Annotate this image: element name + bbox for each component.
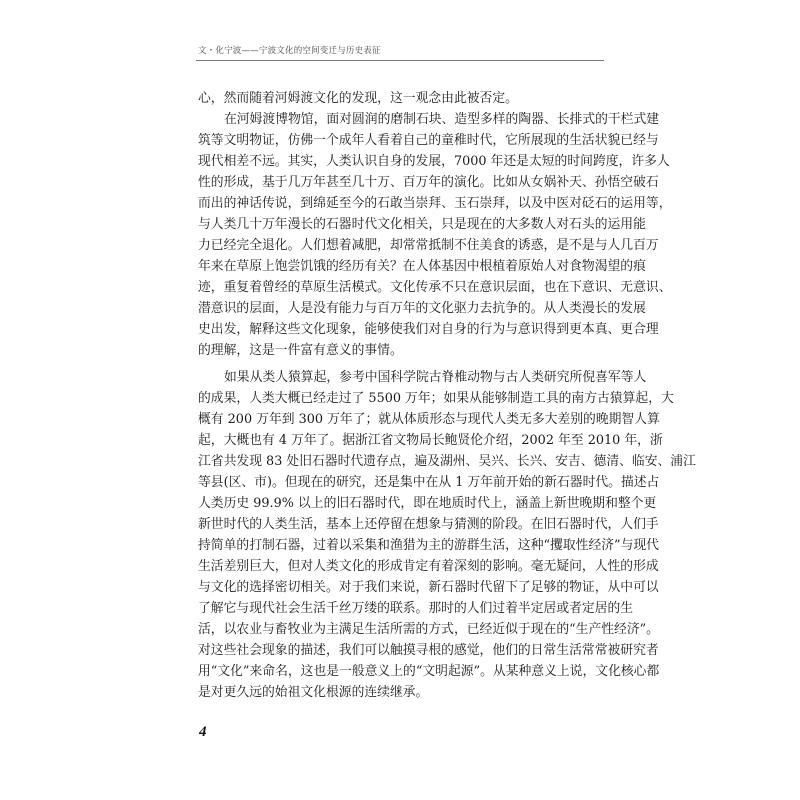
header-rule — [196, 60, 604, 61]
text-line: 筑等文明物证，仿佛一个成年人看着自己的童稚时代，它所展现的生活状貌已经与 — [198, 133, 659, 148]
text-line: 了解它与现代社会生活千丝万缕的联系。那时的人们过着半定居或者定居的生 — [198, 601, 634, 616]
text-line: 心，然而随着河姆渡文化的发现，这一观念由此被否定。 — [198, 91, 518, 106]
paragraph — [198, 367, 696, 703]
text-line: 新世时代的人类生活，基本上还停留在想象与猜测的阶段。在旧石器时代，人们手 — [198, 517, 659, 532]
text-line: 是对更久远的始祖文化根源的连续继承。 — [198, 685, 429, 700]
text-line: 与人类几十万年漫长的石器时代文化相关，只是现在的大多数人对石头的运用能 — [198, 217, 646, 232]
text-line: 迹，重复着曾经的草原生活模式。文化传承不只在意识层面，也在下意识、无意识、 — [198, 280, 672, 295]
text-line: 持简单的打制石器，过着以采集和渔猎为主的游群生活，这种“攫取性经济”与现代 — [198, 538, 659, 553]
text-line: 的成果，人类大概已经走过了 5500 万年；如果从能够制造工具的南方古猿算起，大 — [198, 391, 674, 406]
text-line: 如果从类人猿算起，参考中国科学院古脊椎动物与古人类研究所倪喜军等人 — [224, 370, 647, 385]
text-line: 活，以农业与畜牧业为主满足生活所需的方式，已经近似于现在的“生产性经济”。 — [198, 622, 659, 637]
running-header: 文・化宁波——宁波文化的空间变迁与历史表征 — [198, 46, 381, 56]
text-line: 性的形成，基于几万年甚至几十万、百万年的演化。比如从女娲补天、孙悟空破石 — [198, 175, 659, 190]
text-line: 用“文化”来命名，这也是一般意义上的“文明起源”。从某种意义上说，文化核心都 — [198, 664, 660, 679]
text-line: 现代相差不远。其实，人类认识自身的发展，7000 年还是太短的时间跨度，许多人 — [198, 154, 670, 169]
paragraph — [198, 88, 602, 109]
page-number: 4 — [199, 724, 207, 740]
text-line: 潜意识的层面，人是没有能力与百万年的文化驱力去抗争的。从人类漫长的发展 — [198, 301, 646, 316]
text-line: 而出的神话传说，到绵延至今的石敢当崇拜、玉石崇拜，以及中医对砭石的运用等， — [198, 196, 672, 211]
text-line: 的理解，这是一件富有意义的事情。 — [198, 343, 403, 358]
text-line: 等县(区、市)。但现在的研究，还是集中在从 1 万年前开始的新石器时代。描述占 — [198, 475, 660, 490]
text-line: 在河姆渡博物馆，面对圆润的磨制石块、造型多样的陶器、长排式的干栏式建 — [224, 112, 660, 127]
body-text — [198, 88, 696, 703]
text-line: 起，大概也有 4 万年了。据浙江省文物局长鲍贤伦介绍，2002 年至 2010 年，浙 — [198, 433, 663, 448]
text-line: 年来在草原上饱尝饥饿的经历有关？在人体基因中根植着原始人对食物渴望的痕 — [198, 259, 646, 274]
text-line: 江省共发现 83 处旧石器时代遗存点，遍及湖州、吴兴、长兴、安吉、德清、临安、浦江 — [198, 454, 696, 469]
text-line: 概有 200 万年到 300 万年了；就从体质形态与现代人类无多大差别的晚期智人算 — [198, 412, 660, 427]
text-line: 史出发，解释这些文化现象，能够使我们对自身的行为与意识得到更本真、更合理 — [198, 322, 659, 337]
text-line: 力已经完全退化。人们想着减肥，却常常抵制不住美食的诱惑，是不是与人几百万 — [198, 238, 659, 253]
text-line: 生活差别巨大，但对人类文化的形成肯定有着深刻的影响。毫无疑问，人性的形成 — [198, 559, 659, 574]
text-line: 对这些社会现象的描述，我们可以触摸寻根的感觉，他们的日常生活常常被研究者 — [198, 643, 659, 658]
text-line: 人类历史 99.9% 以上的旧石器时代，即在地质时代上，涵盖上新世晚期和整个更 — [198, 496, 657, 511]
paragraph — [198, 109, 672, 361]
text-line: 与文化的选择密切相关。对于我们来说，新石器时代留下了足够的物证，从中可以 — [198, 580, 659, 595]
